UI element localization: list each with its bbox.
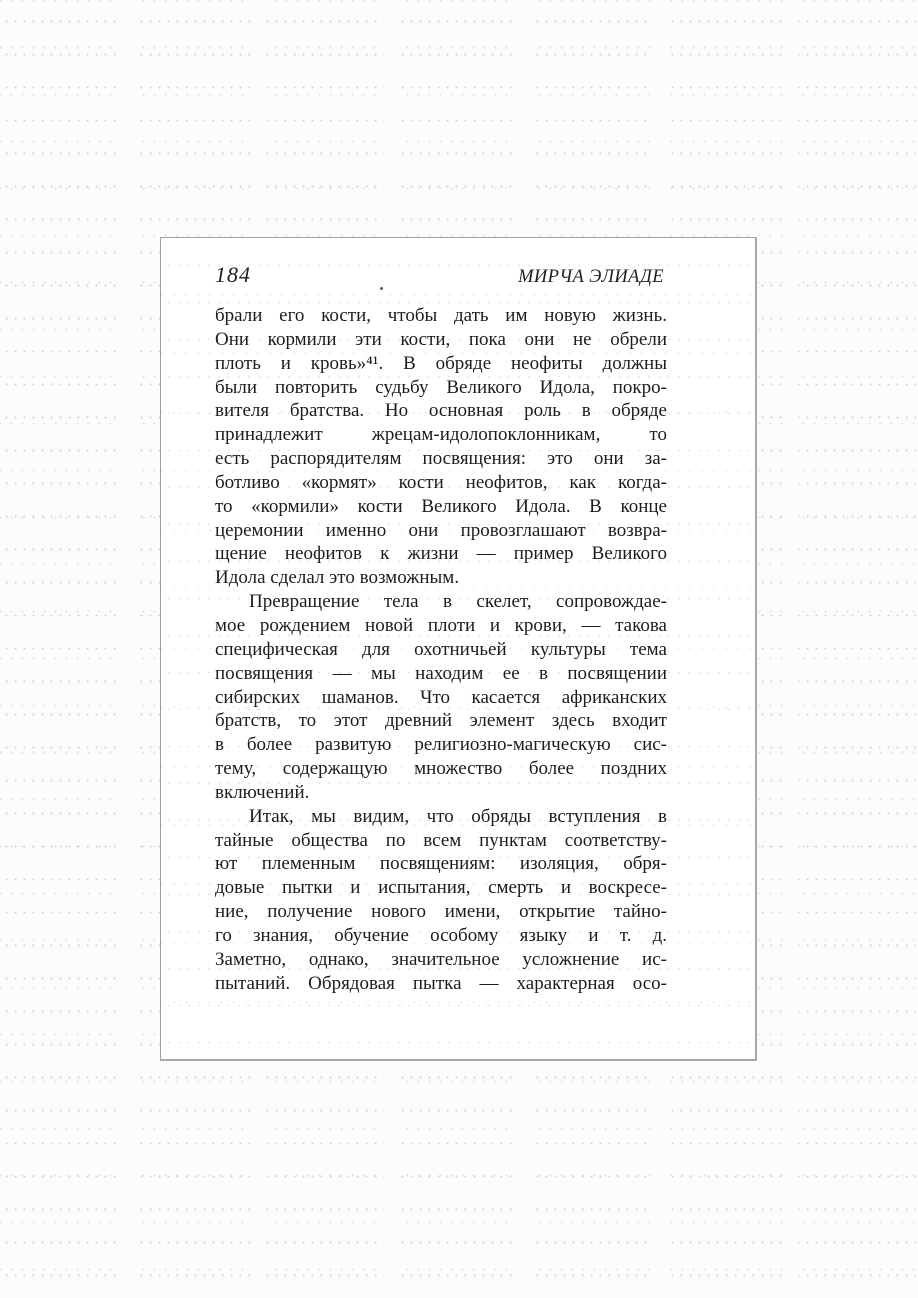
text-line: тему, содержащую множество более поздних [215,758,667,780]
text-line: братств, то этот древний элемент здесь входит [215,710,667,732]
ink-speck [380,287,383,290]
text-line: были повторить судьбу Великого Идола, покро- [215,376,667,398]
text-line: включений. [215,781,310,803]
text-line: Идола сделал это возможным. [215,567,460,589]
text-line: в более развитую религиозно-магическую сис- [215,734,667,756]
book-page [160,237,757,1061]
text-line: то «кормили» кости Великого Идола. В конце [215,495,667,517]
text-line: сибирских шаманов. Что касается африканских [215,686,667,708]
text-line: го знания, обучение особому языку и т. д. [215,924,667,946]
text-line: церемонии именно они провозглашают возвра- [215,519,667,541]
text-line: принадлежит жрецам-идолопоклонникам, то [215,424,667,446]
text-line: довые пытки и испытания, смерть и воскресе- [215,877,667,899]
text-line: мое рождением новой плоти и крови, — такова [215,614,667,636]
text-line: ботливо «кормят» кости неофитов, как когда- [215,471,667,493]
text-line: специфическая для охотничьей культуры тема [215,638,667,660]
text-line: плоть и кровь»⁴¹. В обряде неофиты должны [215,352,667,374]
text-line: ние, получение нового имени, открытие тайно- [215,901,667,923]
text-line: есть распорядителям посвящения: это они за- [215,448,667,470]
text-line: Заметно, однако, значительное усложнение ис- [215,948,667,970]
page-number: 184 [215,262,251,287]
text-line: брали его кости, чтобы дать им новую жизнь. [215,305,667,326]
text-line: Они кормили эти кости, пока они не обрели [215,328,667,350]
page-body-text [215,304,667,995]
text-line: Итак, мы видим, что обряды вступления в [249,805,667,827]
page-header [215,262,664,288]
running-head: МИРЧА ЭЛИАДЕ [518,267,664,287]
text-line: пытаний. Обрядовая пытка — характерная осо- [215,972,667,994]
text-line: щение неофитов к жизни — пример Великого [215,543,667,565]
text-line: ют племенным посвящениям: изоляция, обря- [215,853,667,875]
text-line: вителя братства. Но основная роль в обряде [215,400,667,422]
text-line: тайные общества по всем пунктам соответству- [215,829,667,851]
text-line: посвящения — мы находим ее в посвящении [215,662,667,684]
text-line: Превращение тела в скелет, сопровождае- [249,591,667,613]
